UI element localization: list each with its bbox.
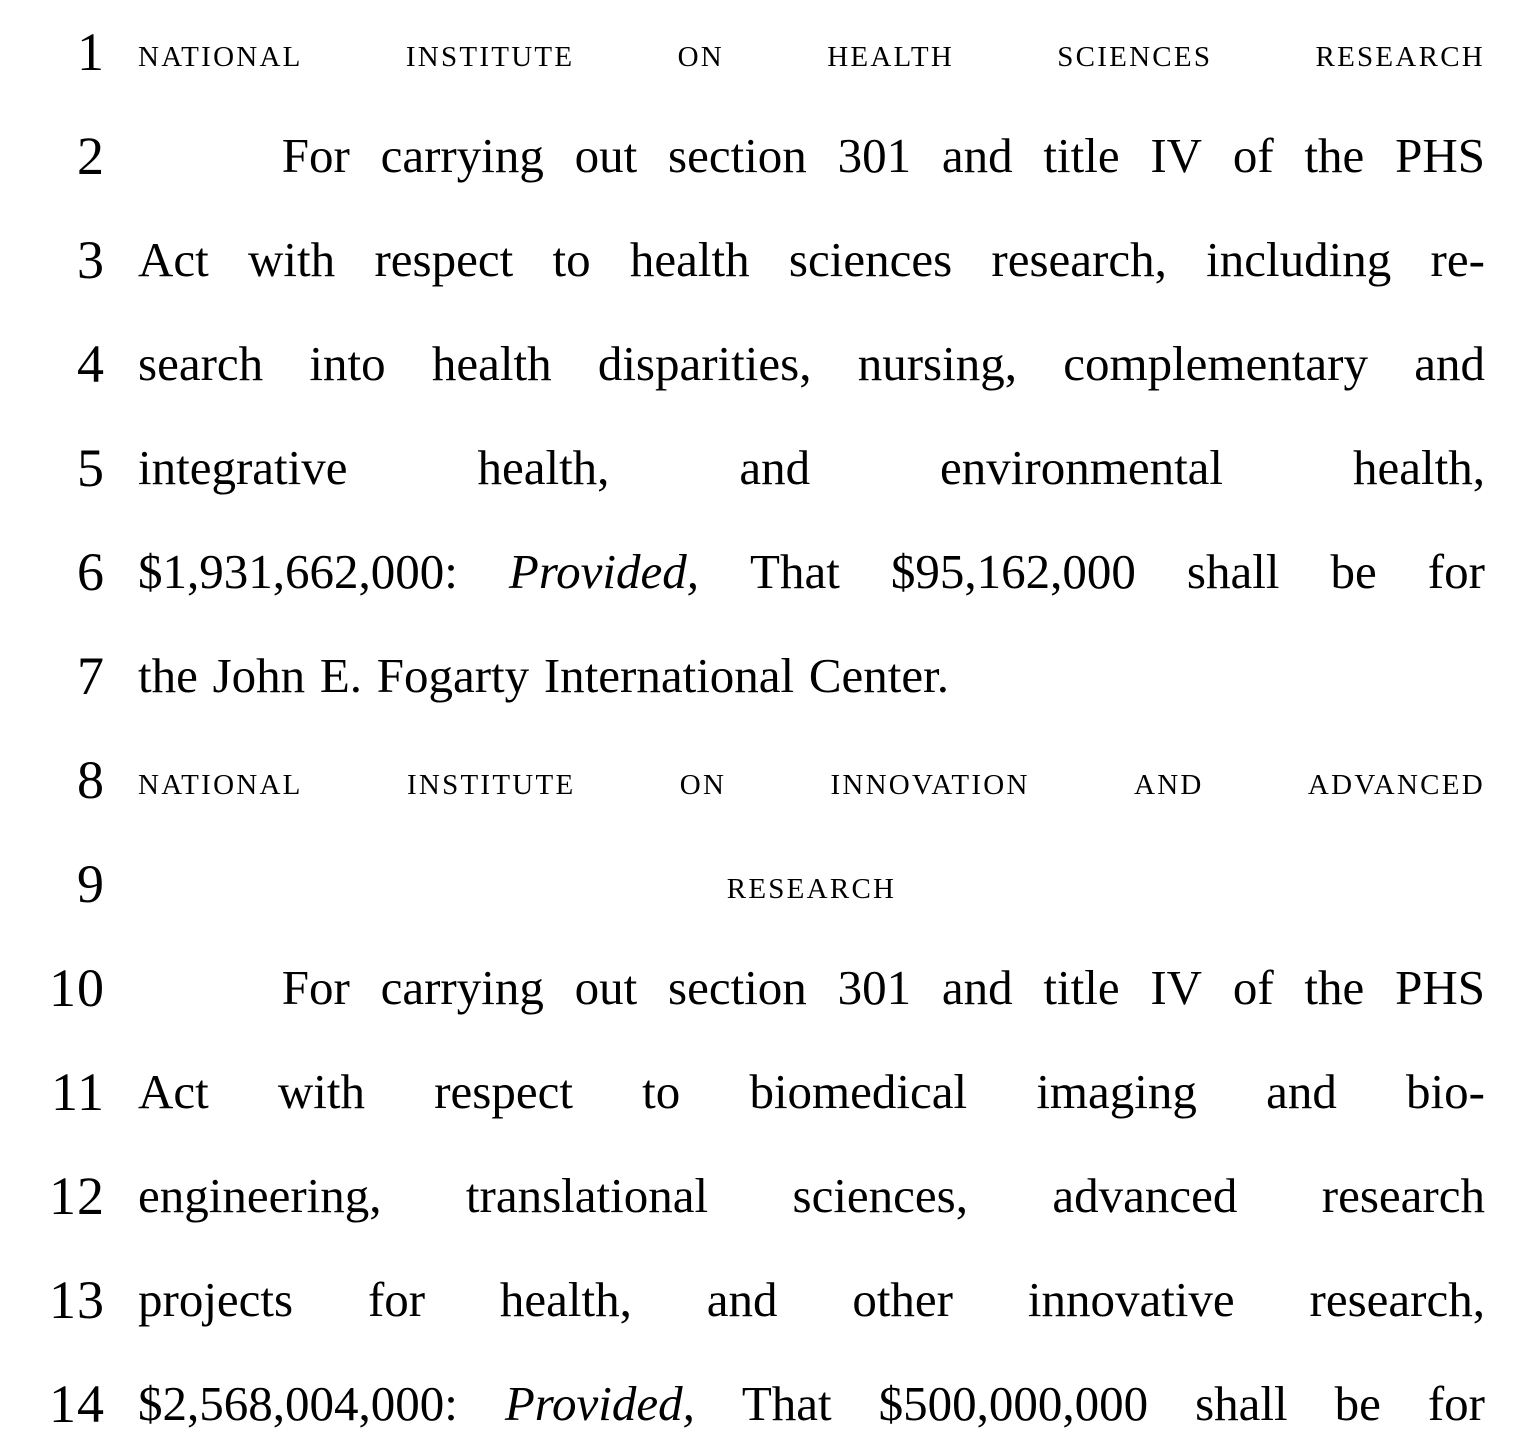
bill-line-text bbox=[138, 312, 1485, 416]
proviso-amount: $95,162,000 bbox=[890, 544, 1136, 599]
heading-word: institute bbox=[406, 757, 576, 803]
word: Center. bbox=[808, 648, 950, 703]
word: sciences, bbox=[792, 1168, 968, 1223]
bill-line-text bbox=[138, 208, 1485, 312]
word: be bbox=[1330, 544, 1377, 599]
section-heading-health-sciences bbox=[138, 0, 1485, 104]
heading-word: health bbox=[827, 29, 955, 75]
word: and bbox=[941, 128, 1013, 183]
word: integrative bbox=[138, 440, 348, 495]
word: innovative bbox=[1027, 1272, 1235, 1327]
line-number: 4 bbox=[77, 334, 105, 394]
word: biomedical bbox=[749, 1064, 968, 1119]
word: Fogarty bbox=[376, 648, 530, 703]
word: For bbox=[281, 128, 350, 183]
line-number: 1 bbox=[77, 22, 105, 82]
word: and bbox=[706, 1272, 778, 1327]
word: PHS bbox=[1395, 960, 1485, 1015]
word: engineering, bbox=[138, 1168, 382, 1223]
word: research, bbox=[991, 232, 1167, 287]
word: imaging bbox=[1036, 1064, 1197, 1119]
bill-line bbox=[0, 416, 1513, 520]
line-number: 9 bbox=[77, 854, 105, 914]
word: Act bbox=[138, 1064, 209, 1119]
word: the bbox=[1304, 960, 1365, 1015]
section-heading-innovation-advanced bbox=[138, 728, 1485, 832]
word: For bbox=[281, 960, 350, 1015]
bill-line-text bbox=[138, 416, 1485, 520]
heading-word: national bbox=[138, 757, 303, 803]
bill-line bbox=[0, 1352, 1513, 1456]
word: be bbox=[1334, 1376, 1381, 1431]
word: respect bbox=[434, 1064, 573, 1119]
bill-line-text bbox=[138, 104, 1485, 208]
word: environmental bbox=[940, 440, 1224, 495]
word: carrying bbox=[380, 128, 544, 183]
word: health bbox=[629, 232, 750, 287]
line-number: 13 bbox=[49, 1270, 105, 1330]
word: shall bbox=[1186, 544, 1280, 599]
bill-line-text bbox=[138, 1248, 1485, 1352]
word: of bbox=[1232, 960, 1274, 1015]
heading-word: advanced bbox=[1307, 757, 1485, 803]
word: other bbox=[852, 1272, 953, 1327]
word: to bbox=[642, 1064, 681, 1119]
word: health, bbox=[1352, 440, 1485, 495]
bill-line-text bbox=[138, 936, 1485, 1040]
heading-word: on bbox=[677, 29, 724, 75]
bill-line bbox=[0, 832, 1513, 936]
word: search bbox=[138, 336, 264, 391]
word: including bbox=[1206, 232, 1392, 287]
word: out bbox=[574, 960, 638, 1015]
line-number: 5 bbox=[77, 438, 105, 498]
word: the bbox=[138, 648, 198, 703]
word: That bbox=[741, 1376, 832, 1431]
bill-line bbox=[0, 728, 1513, 832]
bill-line-text bbox=[138, 520, 1485, 624]
word: E. bbox=[319, 648, 363, 703]
word: IV bbox=[1150, 960, 1203, 1015]
word: shall bbox=[1195, 1376, 1288, 1431]
word: for bbox=[1427, 544, 1485, 599]
word: research, bbox=[1309, 1272, 1485, 1327]
proviso-amount: $500,000,000 bbox=[878, 1376, 1149, 1431]
heading-word: and bbox=[1134, 757, 1204, 803]
word: complementary bbox=[1063, 336, 1368, 391]
word: re- bbox=[1430, 232, 1485, 287]
bill-line-text bbox=[138, 1352, 1485, 1456]
appropriation-amount: $1,931,662,000: bbox=[138, 544, 458, 599]
appropriation-amount: $2,568,004,000: bbox=[138, 1376, 458, 1431]
word: and bbox=[941, 960, 1013, 1015]
proviso-marker: Provided, bbox=[508, 544, 699, 599]
word: with bbox=[277, 1064, 366, 1119]
line-number: 2 bbox=[77, 126, 105, 186]
bill-line bbox=[0, 624, 1513, 728]
word: for bbox=[367, 1272, 426, 1327]
word: sciences bbox=[788, 232, 953, 287]
word: carrying bbox=[380, 960, 544, 1015]
line-number: 11 bbox=[51, 1062, 105, 1122]
heading-word: innovation bbox=[830, 757, 1030, 803]
word: of bbox=[1232, 128, 1274, 183]
bill-line bbox=[0, 520, 1513, 624]
bill-line bbox=[0, 1248, 1513, 1352]
word: section bbox=[668, 128, 807, 183]
heading-word: national bbox=[138, 29, 303, 75]
word: That bbox=[750, 544, 840, 599]
bill-line bbox=[0, 1144, 1513, 1248]
bill-line-text bbox=[138, 624, 1485, 728]
word: and bbox=[739, 440, 811, 495]
word: translational bbox=[465, 1168, 709, 1223]
bill-line bbox=[0, 312, 1513, 416]
word: advanced bbox=[1052, 1168, 1238, 1223]
word: 301 bbox=[837, 960, 912, 1015]
word: health, bbox=[499, 1272, 632, 1327]
word: to bbox=[552, 232, 591, 287]
heading-word: sciences bbox=[1057, 29, 1213, 75]
bill-line bbox=[0, 936, 1513, 1040]
word: John bbox=[212, 648, 306, 703]
line-number: 3 bbox=[77, 230, 105, 290]
word: and bbox=[1414, 336, 1485, 391]
line-number: 6 bbox=[77, 542, 105, 602]
word: Act bbox=[138, 232, 209, 287]
bill-line bbox=[0, 208, 1513, 312]
word: disparities, bbox=[597, 336, 812, 391]
word: nursing, bbox=[857, 336, 1017, 391]
proviso-marker: Provided, bbox=[504, 1376, 695, 1431]
bill-line-text bbox=[138, 1040, 1485, 1144]
word: 301 bbox=[837, 128, 912, 183]
bill-line bbox=[0, 0, 1513, 104]
line-number: 12 bbox=[49, 1166, 105, 1226]
bill-line bbox=[0, 104, 1513, 208]
word: into bbox=[309, 336, 386, 391]
line-number: 8 bbox=[77, 750, 105, 810]
word: International bbox=[543, 648, 795, 703]
heading-word: research bbox=[726, 861, 897, 907]
word: out bbox=[574, 128, 638, 183]
word: health, bbox=[477, 440, 610, 495]
word: with bbox=[248, 232, 336, 287]
heading-word: institute bbox=[405, 29, 575, 75]
word: and bbox=[1266, 1064, 1337, 1119]
heading-word: research bbox=[1315, 29, 1485, 75]
word: health bbox=[431, 336, 552, 391]
line-number: 10 bbox=[49, 958, 105, 1018]
word: title bbox=[1043, 960, 1120, 1015]
word: bio- bbox=[1406, 1064, 1485, 1119]
word: respect bbox=[374, 232, 514, 287]
bill-line bbox=[0, 1040, 1513, 1144]
heading-word: on bbox=[679, 757, 727, 803]
word: research bbox=[1321, 1168, 1485, 1223]
section-heading-continuation bbox=[138, 832, 1485, 936]
bill-line-text bbox=[138, 1144, 1485, 1248]
line-number: 14 bbox=[49, 1374, 105, 1434]
word: section bbox=[668, 960, 807, 1015]
line-number: 7 bbox=[77, 646, 105, 706]
word: title bbox=[1043, 128, 1120, 183]
word: projects bbox=[138, 1272, 294, 1327]
word: for bbox=[1427, 1376, 1485, 1431]
word: PHS bbox=[1395, 128, 1485, 183]
word: the bbox=[1304, 128, 1365, 183]
word: IV bbox=[1150, 128, 1203, 183]
